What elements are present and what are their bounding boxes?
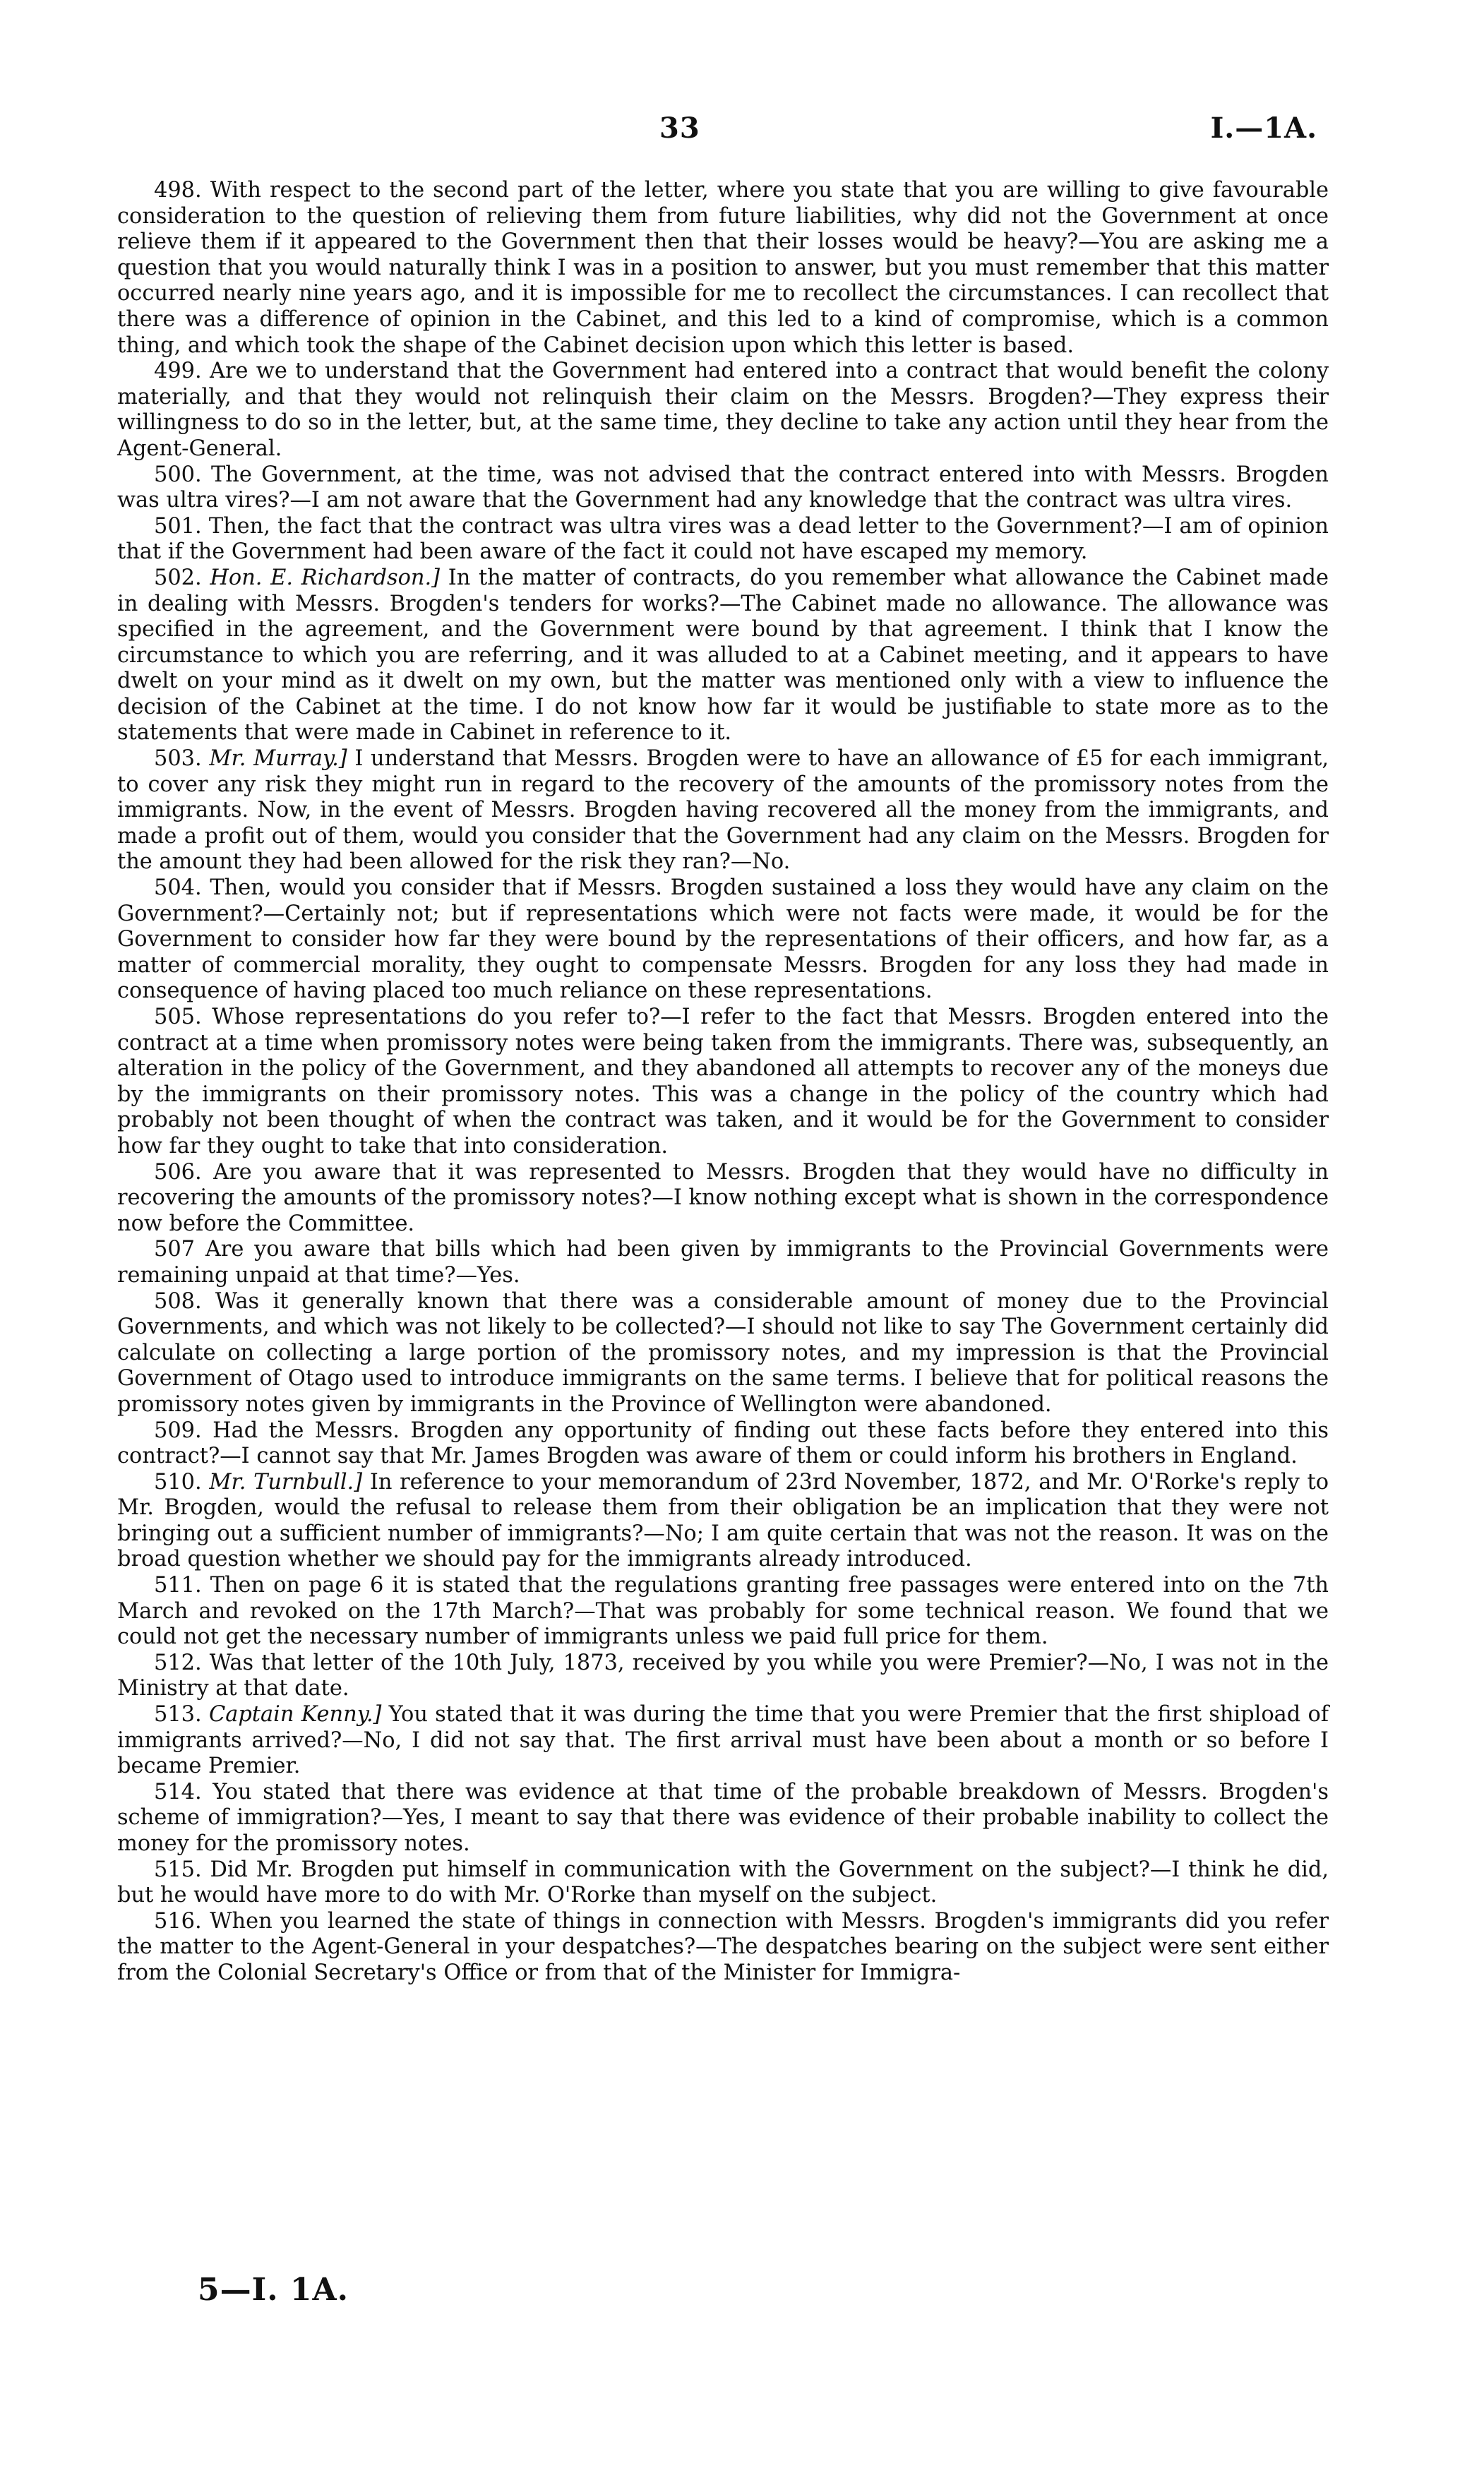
evidence-paragraph [117,1418,1329,1470]
evidence-paragraph [117,462,1329,514]
question-number: 505. [154,1005,202,1029]
question-number: 514. [154,1779,202,1804]
question-and-answer-text: I understand that Messrs. Brogden were to have an allowance of £5 for each immigrant, to cover any risk they might run in regard to the recovery of the amounts of the promissory notes from the immigrants. Now, in the event of Messrs. Brogden having recovered all the money from the immigrants, and made a profit out of them, would you consider that the Government had any claim on the Messrs. Brogden for the amount they had been allowed for the risk they ran?—No. [117,746,1329,875]
question-number: 499. [154,359,202,384]
question-number: 501. [154,513,202,539]
question-and-answer-text: Are you aware that bills which had been given by immigrants to the Provincial Governments were remaining unpaid at that time?—Yes. [117,1237,1329,1288]
evidence-paragraph [117,1651,1329,1702]
question-and-answer-text: In the matter of contracts, do you remember what allowance the Cabinet made in dealing with Messrs. Brogden's tenders for works?—The Cabinet made no allowance. The allowance was specified in the agreement, and the Government were bound by that agreement. I think that I know the circumstance to which you are referring, and it was alluded to at a Cabinet meeting, and it appears to have dwelt on your mind as it dwelt on my own, but the matter was mentioned only with a view to influence the decision of the Cabinet at the time. I do not know how far it would be justifiable to state more as to the statements that were made in Cabinet in reference to it. [117,565,1329,746]
question-number: 512. [154,1650,202,1675]
speaker-name: Mr. Turnbull.] [209,1469,363,1495]
evidence-paragraph [117,1237,1329,1288]
question-and-answer-text: The Government, at the time, was not advised that the contract entered into with Messrs. Brogden was ultra vires?—I am not aware that the Government had any knowledge that the contract was ultra vires. [117,462,1329,513]
question-and-answer-text: You stated that it was during the time that you were Premier that the first shipload of immigrants arrived?—No, I did not say that. The first arrival must have been about a month or so before I became Premier. [117,1702,1329,1779]
page-header [0,112,1484,161]
speaker-name: Mr. Murray.] [209,746,347,772]
question-and-answer-text: Was that letter of the 10th July, 1873, received by you while you were Premier?—No, I was not in the Ministry at that date. [117,1650,1329,1701]
signature-mark: 5—I. 1A. [198,2272,349,2308]
evidence-paragraph [117,1909,1329,1987]
question-and-answer-text: Had the Messrs. Brogden any opportunity of finding out these facts before they entered into this contract?—I cannot say that Mr. James Brogden was aware of them or could inform his brothers in England. [117,1418,1329,1469]
evidence-paragraph [117,1857,1329,1909]
evidence-paragraph [117,565,1329,746]
evidence-paragraph [117,875,1329,1005]
question-number: 498. [154,178,202,203]
question-and-answer-text: Whose representations do you refer to?—I refer to the fact that Messrs. Brogden entered into the contract at a time when promissory notes were being taken from the immigrants. There was, subsequently, an alteration in the policy of the Government, and they abandoned all attempts to recover any of the moneys due by the immigrants on their promissory notes. This was a change in the policy of the country which had probably not been thought of when the contract was taken, and it would be for the Government to consider how far they ought to take that into consideration. [117,1005,1329,1158]
question-number: 503. [154,746,202,772]
evidence-paragraph [117,1005,1329,1160]
evidence-paragraph [117,1289,1329,1418]
question-and-answer-text: You stated that there was evidence at that time of the probable breakdown of Messrs. Brogden's scheme of immigration?—Yes, I meant to say that there was evidence of their probable inability to collect the money for the promissory notes. [117,1779,1329,1856]
question-number: 507 [154,1237,196,1262]
evidence-paragraph [117,1470,1329,1573]
question-and-answer-text: Are we to understand that the Government had entered into a contract that would benefit the colony materially, and that they would not relinquish their claim on the Messrs. Brogden?—They express their willingness to do so in the letter, but, at the same time, they decline to take any action until they hear from the Agent-General. [117,359,1329,461]
evidence-paragraph [117,359,1329,462]
speaker-name: Captain Kenny.] [208,1702,382,1727]
question-and-answer-text: Was it generally known that there was a considerable amount of money due to the Provincial Governments, and which was not likely to be collected?—I should not like to say The Government certainly did calculate on collecting a large portion of the promissory notes, and my impression is that the Provincial Government of Otago used to introduce immigrants on the same terms. I believe that for political reasons the promissory notes given by immigrants in the Province of Wellington were abandoned. [117,1288,1329,1417]
question-number: 506. [154,1159,202,1185]
speaker-name: Hon. E. Richardson.] [210,565,440,590]
evidence-paragraph [117,746,1329,875]
evidence-body [117,178,1329,1987]
question-number: 511. [154,1573,202,1598]
question-and-answer-text: Then on page 6 it is stated that the regulations granting free passages were entered into on the 7th March and revoked on the 17th March?—That was probably for some technical reason. We found that we could not get the necessary number of immigrants unless we paid full price for them. [117,1573,1329,1650]
question-and-answer-text: Then, would you consider that if Messrs. Brogden sustained a loss they would have any claim on the Government?—Certainly not; but if representations which were not facts were made, it would be for the Government to consider how far they were bound by the representations of their officers, and how far, as a matter of commercial morality, they ought to compensate Messrs. Brogden for any loss they had made in consequence of having placed too much reliance on these representations. [117,875,1329,1004]
question-number: 502. [154,565,202,590]
evidence-paragraph [117,1780,1329,1857]
question-and-answer-text: Did Mr. Brogden put himself in communication with the Government on the subject?—I think he did, but he would have more to do with Mr. O'Rorke than myself on the subject. [117,1857,1329,1908]
evidence-paragraph [117,1160,1329,1238]
question-number: 510. [154,1469,202,1495]
evidence-paragraph [117,1573,1329,1651]
question-number: 508. [154,1288,202,1314]
question-number: 513. [154,1702,202,1727]
question-number: 509. [154,1418,202,1443]
question-and-answer-text: With respect to the second part of the letter, where you state that you are willing to give favourable consideration to the question of relieving them from future liabilities, why did not the Government at once relieve them if it appeared to the Government then that their losses would be heavy?—You are asking me a question that you would naturally think I was in a position to answer, but you must remember that this matter occurred nearly nine years ago, and it is impossible for me to recollect the circumstances. I can recollect that there was a difference of opinion in the Cabinet, and this led to a kind of compromise, which is a common thing, and which took the shape of the Cabinet decision upon which this letter is based. [117,178,1329,358]
question-number: 515. [154,1857,202,1882]
evidence-paragraph [117,514,1329,565]
question-and-answer-text: In reference to your memorandum of 23rd November, 1872, and Mr. O'Rorke's reply to Mr. Brogden, would the refusal to release them from their obligation be an implication that they were not bringing out a sufficient number of immigrants?—No; I am quite certain that was not the reason. It was on the broad question whether we should pay for the immigrants already introduced. [117,1469,1329,1572]
evidence-paragraph [117,178,1329,359]
question-and-answer-text: Then, the fact that the contract was ultra vires was a dead letter to the Government?—I am of opinion that if the Government had been aware of the fact it could not have escaped my memory. [117,513,1329,565]
question-and-answer-text: Are you aware that it was represented to Messrs. Brogden that they would have no difficulty in recovering the amounts of the promissory notes?—I know nothing except what is shown in the correspondence now before the Committee. [117,1159,1329,1236]
question-and-answer-text: When you learned the state of things in connection with Messrs. Brogden's immigrants did you refer the matter to the Agent-General in your despatches?—The despatches bearing on the subject were sent either from the Colonial Secretary's Office or from that of the Minister for Immigra- [117,1908,1329,1985]
paper-reference: I.—1A. [1210,112,1317,145]
page-number: 33 [659,112,700,145]
question-number: 504. [154,875,202,901]
question-number: 516. [154,1908,202,1934]
question-number: 500. [154,462,202,487]
evidence-paragraph [117,1702,1329,1780]
